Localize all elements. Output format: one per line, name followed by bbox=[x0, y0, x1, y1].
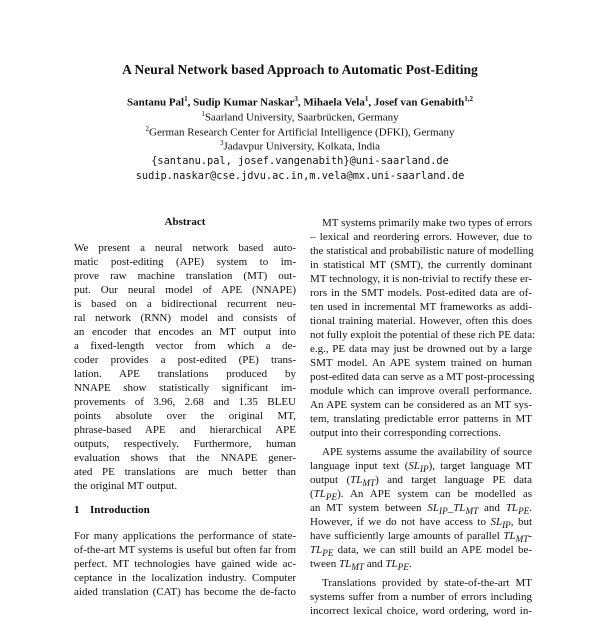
author-list: Santanu Pal$^1$, Sudip Kumar Naskar$^3$, Mihaela Vela$^1$, Josef van Genabith$^{1,2}$ bbox=[126, 95, 474, 109]
body-line: $(TL_{PE})$. An APE system can be modelled as bbox=[310, 488, 532, 503]
body-line: tional training material. However, often this does bbox=[310, 315, 532, 327]
body-line: $TL_{PE}$ data, we can still build an APE model be- bbox=[310, 544, 532, 559]
abstract-line: ated PE translations are much better than bbox=[74, 466, 296, 478]
body-line: an MT system between $SL_{IP}\_TL_{MT}$ and $TL_{PE}$. bbox=[310, 502, 532, 517]
author-affiliation-mark: 1 bbox=[364, 95, 369, 103]
section-heading bbox=[74, 504, 150, 516]
section-number: 1 bbox=[74, 504, 80, 516]
abstract-line: provements of 3.96, 2.68 and 1.35 BLEU bbox=[74, 396, 296, 408]
abstract-line: matic post-editing (APE) system to im- bbox=[74, 256, 296, 268]
affiliation-mark: 2 bbox=[145, 125, 150, 133]
body-line: have sufficiently large amounts of parallel $TL_{MT}-$ bbox=[310, 530, 532, 545]
body-line: output $(TL_{MT})$ and target language PE data bbox=[310, 474, 532, 489]
affiliation-text: German Research Center for Artificial Intelligence (DFKI), Germany bbox=[149, 126, 455, 139]
affiliation-text: Saarland University, Saarbrücken, Germany bbox=[204, 111, 399, 124]
abstract-line: We present a neural network based auto- bbox=[74, 242, 296, 254]
body-line: tem, translating predictable error patterns in MT bbox=[310, 413, 532, 425]
abstract-line: phrase-based APE and hierarchical APE bbox=[74, 424, 296, 436]
abstract-line: ral network (RNN) model and consists of bbox=[74, 312, 296, 324]
body-line: systems suffer from a number of errors including bbox=[310, 591, 532, 603]
body-line: For many applications the performance of state- bbox=[74, 530, 296, 542]
body-line: However, if we do not have access to $SL_{IP}$, but bbox=[310, 516, 532, 531]
abstract-line: prove raw machine translation (MT) out- bbox=[74, 270, 296, 282]
body-line: the statistical and probabilistic nature of modelling bbox=[310, 245, 534, 257]
abstract-line: coder provides a post-edited (PE) trans- bbox=[74, 354, 296, 366]
abstract-line: evaluation shows that the NNAPE gener- bbox=[74, 452, 296, 464]
body-line: of-the-art MT systems is useful but often far from bbox=[74, 544, 296, 556]
abstract-line: an encoder that encodes an MT output into bbox=[74, 326, 296, 338]
body-line: – lexical and reordering errors. However, due to bbox=[310, 231, 532, 243]
abstract-line: put. Our neural model of APE (NNAPE) bbox=[74, 284, 296, 296]
affiliation bbox=[0, 125, 600, 139]
body-line: MT technology, it is non-trivial to rectify these er- bbox=[310, 273, 532, 285]
body-line: tween $TL_{MT}$ and $TL_{PE}$. bbox=[310, 558, 412, 573]
body-line: rors in the SMT models. Post-edited data are of- bbox=[310, 287, 532, 299]
author-affiliation-mark: 3 bbox=[294, 95, 298, 103]
abstract-line: points absolute over the original MT, bbox=[74, 410, 296, 422]
author-name: Sudip Kumar Naskar bbox=[193, 96, 295, 109]
author-affiliation-mark: 1 bbox=[184, 95, 188, 103]
affiliation bbox=[0, 139, 600, 153]
body-line: module which can improve overall performance. bbox=[310, 385, 532, 397]
abstract-line: the original MT output. bbox=[74, 480, 178, 492]
abstract-line: a fixed-length vector from which a de- bbox=[74, 340, 296, 352]
body-line: incorrect lexical choice, word ordering, word in- bbox=[310, 605, 532, 617]
abstract-line: is based on a bidirectional recurrent neu- bbox=[74, 298, 296, 310]
author-name: Josef van Genabith bbox=[373, 96, 465, 109]
author-affiliation-mark: 1,2 bbox=[464, 95, 474, 103]
body-line: e.g., PE data may just be drowned out by a large bbox=[310, 343, 532, 355]
body-line: ceptance in the localization industry. Computer bbox=[74, 572, 296, 584]
affiliation bbox=[0, 110, 600, 124]
body-line: SMT model. An APE system trained on human bbox=[310, 357, 532, 369]
body-line: Translations provided by state-of-the-art MT bbox=[322, 577, 532, 589]
author-name: Santanu Pal bbox=[126, 96, 185, 109]
body-line: in statistical MT (SMT), the currently dominant bbox=[310, 259, 532, 271]
body-line: output into their corresponding corrections. bbox=[310, 427, 501, 439]
body-line: language input text $(SL_{IP})$, target language MT bbox=[310, 460, 532, 475]
email-line: sudip.naskar@cse.jdvu.ac.in,m.vela@mx.uni-saarland.de bbox=[135, 170, 465, 182]
author-name: Mihaela Vela bbox=[303, 96, 365, 109]
body-line: APE systems assume the availability of source bbox=[322, 446, 532, 458]
abstract-line: outputs, respectively. Furthermore, human bbox=[74, 438, 296, 450]
body-line: post-edited data can serve as a MT post-processing bbox=[310, 371, 535, 383]
body-line: not fully exploit the potential of these rich PE data: bbox=[310, 329, 536, 341]
abstract-heading: Abstract bbox=[164, 216, 206, 228]
paper-title: A Neural Network based Approach to Automatic Post-Editing bbox=[122, 62, 478, 77]
affiliation-mark: 3 bbox=[219, 139, 224, 147]
email-line: {santanu.pal, josef.vangenabith}@uni-saarland.de bbox=[151, 155, 449, 167]
affiliation-text: Jadavpur University, Kolkata, India bbox=[223, 140, 381, 153]
abstract-line: NNAPE show statistically significant im- bbox=[74, 382, 296, 394]
body-line: An APE system can be considered as an MT sys- bbox=[310, 399, 532, 411]
body-line: perfect. MT technologies have gained wide ac- bbox=[74, 558, 296, 570]
section-title: Introduction bbox=[90, 504, 150, 516]
body-line: aided translation (CAT) has become the de-facto bbox=[74, 586, 296, 598]
body-line: ten used in incremental MT frameworks as addi- bbox=[310, 301, 532, 313]
body-line: MT systems primarily make two types of errors bbox=[322, 217, 532, 229]
abstract-line: lation. APE translations produced by bbox=[74, 368, 296, 380]
affiliation-mark: 1 bbox=[201, 110, 205, 118]
